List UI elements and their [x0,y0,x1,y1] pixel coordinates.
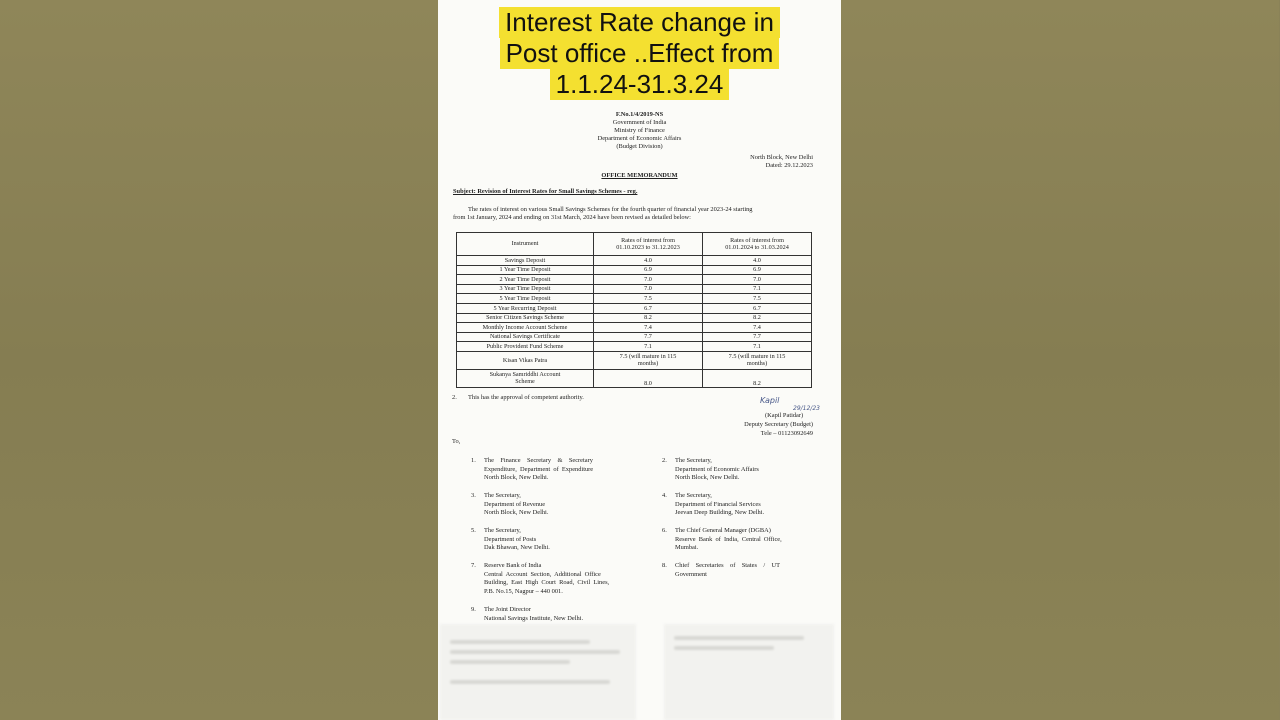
recipient-line: Department of Posts [484,535,537,543]
blurred-text [450,650,620,654]
background-left [0,0,438,720]
signatory-telephone: Tele – 01123092649 [760,430,813,437]
document-page [438,0,841,720]
place-line: North Block, New Delhi [750,154,813,161]
new-rate-cell: 8.2 [703,369,812,387]
recipient-line: Government [675,570,707,578]
instrument-cell: 3 Year Time Deposit [457,284,594,294]
old-rate-cell: 7.5 [594,294,703,304]
table-row [457,303,812,313]
recipient-line: Reserve Bank of India [484,562,542,569]
table-row [457,284,812,294]
recipient-line: Jeevan Deep Building, New Delhi. [675,509,765,516]
recipient-number: 2. [662,457,667,464]
recipient-line: North Block, New Delhi. [484,474,549,481]
headline-line-1: Interest Rate change in [499,7,780,38]
instrument-cell: 1 Year Time Deposit [457,265,594,275]
blurred-footer-left [440,624,636,720]
old-rate-cell: 8.2 [594,313,703,323]
recipient-line: Dak Bhawan, New Delhi. [484,544,550,551]
old-rate-cell [594,351,703,369]
recipient-line: The Joint Director [484,606,531,613]
cell-text-line-1: 7.5 (will mature in 115 [728,353,786,361]
table-row [457,265,812,275]
recipient-number: 5. [471,527,476,534]
recipient-number: 8. [662,562,667,569]
date-line: Dated: 29.12.2023 [765,162,813,169]
paragraph-2-text: This has the approval of competent authority. [468,394,584,401]
table-row [457,294,812,304]
headline-line-3: 1.1.24-31.3.24 [550,69,730,100]
blurred-text [674,646,774,650]
recipient-line: National Savings Institute, New Delhi. [484,614,584,622]
new-rate-cell: 7.5 [703,294,812,304]
table-row [457,342,812,352]
recipient-number: 7. [471,562,476,569]
cell-text-line-2: months) [637,360,659,368]
column-header-instrument: Instrument [457,233,594,256]
instrument-cell: 2 Year Time Deposit [457,275,594,285]
blurred-text [450,680,610,684]
blurred-text [674,636,804,640]
instrument-cell: Senior Citizen Savings Scheme [457,313,594,323]
recipient-line: The Secretary, [484,492,521,499]
cell-text-line-2: Scheme [515,378,535,386]
recipient-line: Mumbai. [675,544,699,551]
recipient-line: The Finance Secretary & Secretary [484,457,593,464]
recipient-line: Reserve Bank of India, Central Office, [675,535,782,543]
new-rate-cell: 6.9 [703,265,812,275]
signatory-name: (Kapil Patidar) [765,412,804,419]
cell-text-line-1: Sukanya Samriddhi Account [489,371,561,379]
recipient-number: 4. [662,492,667,499]
new-rate-cell [703,351,812,369]
old-rate-cell: 7.0 [594,284,703,294]
table-row [457,323,812,333]
new-rate-cell: 6.7 [703,303,812,313]
paragraph-2-number: 2. [452,394,457,401]
old-rate-header-line-1: Rates of interest from [621,236,675,244]
ministry-line: Ministry of Finance [614,127,665,134]
signature-date: 29/12/23 [793,405,820,412]
recipient-line: Department of Financial Services [675,500,761,508]
subject-line: Subject: Revision of Interest Rates for Small Savings Schemes - reg. [453,188,638,195]
recipient-line: North Block, New Delhi. [675,474,740,481]
recipient-number: 9. [471,606,476,613]
recipient-line: Chief Secretaries of States / UT [675,562,781,569]
instrument-cell: Public Provident Fund Scheme [457,342,594,352]
government-line: Government of India [612,119,667,126]
new-rate-cell: 4.0 [703,256,812,266]
division-line: (Budget Division) [616,143,663,150]
table-header-row [457,233,812,256]
recipient-line: The Secretary, [675,492,712,499]
table-body [457,256,812,352]
department-line: Department of Economic Affairs [597,135,682,142]
recipient-line: The Chief General Manager (DGBA) [675,527,771,534]
instrument-cell [457,369,594,387]
recipient-line: The Secretary, [484,527,521,534]
instrument-cell: 5 Year Recurring Deposit [457,303,594,313]
recipient-line: The Secretary, [675,457,712,464]
old-rate-cell: 7.7 [594,332,703,342]
paragraph-1-line-1: The rates of interest on various Small Savings Schemes for the fourth quarter of financial year 2023-24 starting [468,206,753,213]
recipient-line: Central Account Section, Additional Office [484,570,601,578]
recipient-line: Expenditure, Department of Expenditure [484,465,594,473]
recipient-line: North Block, New Delhi. [484,509,549,516]
file-number: F.No.1/4/2019-NS [615,111,664,118]
table-row [457,351,812,369]
background-right [841,0,1279,720]
instrument-cell: National Savings Certificate [457,332,594,342]
table-row [457,369,812,387]
new-rate-cell: 8.2 [703,313,812,323]
old-rate-cell: 7.0 [594,275,703,285]
new-rate-cell: 7.7 [703,332,812,342]
table-row [457,332,812,342]
column-header-new-rate [703,233,812,256]
old-rate-cell: 6.7 [594,303,703,313]
blurred-text [450,640,590,644]
new-rate-cell: 7.4 [703,323,812,333]
column-header-old-rate [594,233,703,256]
new-rate-cell: 7.0 [703,275,812,285]
table-row [457,275,812,285]
new-rate-cell: 7.1 [703,342,812,352]
instrument-cell: Savings Deposit [457,256,594,266]
old-rate-cell: 7.1 [594,342,703,352]
headline-line-2: Post office ..Effect from [500,38,780,69]
memo-title: OFFICE MEMORANDUM [601,172,678,179]
cell-text-line-2: months) [746,360,768,368]
blurred-text [450,660,570,664]
recipient-number: 6. [662,527,667,534]
table-row [457,313,812,323]
recipient-line: Building, East High Court Road, Civil Lines, [484,579,610,586]
new-rate-header-line-2: 01.01.2024 to 31.03.2024 [725,244,789,251]
old-rate-cell: 6.9 [594,265,703,275]
signatory-title: Deputy Secretary (Budget) [744,421,813,428]
instrument-cell: 5 Year Time Deposit [457,294,594,304]
cell-text-line-1: 7.5 (will mature in 115 [619,353,677,361]
interest-rates-table [456,232,812,388]
handwritten-signature: Kapil [760,396,780,405]
to-label: To, [452,438,461,445]
old-rate-cell: 4.0 [594,256,703,266]
recipient-line: Department of Revenue [484,500,546,508]
table-row [457,256,812,266]
old-rate-cell: 8.0 [594,369,703,387]
new-rate-header-line-1: Rates of interest from [730,236,784,244]
recipient-line: P.B. No.15, Nagpur – 440 001. [484,587,563,595]
recipient-line: Department of Economic Affairs [675,465,759,473]
old-rate-header-line-2: 01.10.2023 to 31.12.2023 [616,244,680,251]
recipient-number: 1. [471,457,476,464]
old-rate-cell: 7.4 [594,323,703,333]
new-rate-cell: 7.1 [703,284,812,294]
recipient-number: 3. [471,492,476,499]
blurred-footer-right [664,624,834,720]
instrument-cell: Kisan Vikas Patra [457,351,594,369]
instrument-cell: Monthly Income Account Scheme [457,323,594,333]
paragraph-1-line-2: from 1st January, 2024 and ending on 31st March, 2024 have been revised as detailed below: [453,214,691,221]
